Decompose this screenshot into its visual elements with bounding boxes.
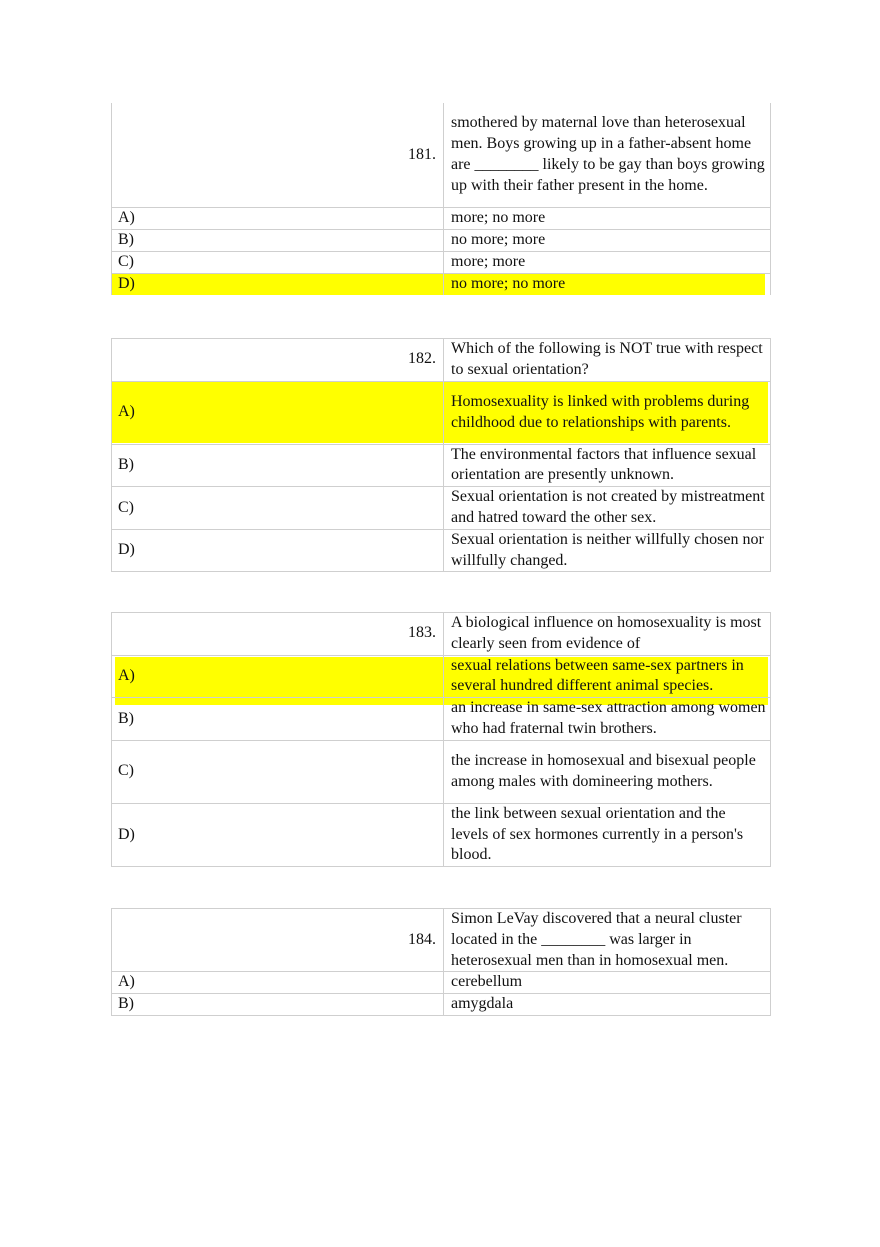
option-text: cerebellum <box>444 972 771 994</box>
question-stem: smothered by maternal love than heterosexual men. Boys growing up in a father-absent home are ________ likely to be gay than boys growing up with their father present in the home. <box>444 103 771 208</box>
option-row <box>112 740 771 803</box>
option-label: A) <box>112 655 444 698</box>
option-label: A) <box>112 208 444 230</box>
question-row <box>112 613 771 656</box>
question-number: 184. <box>112 909 444 972</box>
option-row-highlighted <box>112 381 771 444</box>
option-label: B) <box>112 230 444 252</box>
question-number: 181. <box>112 103 444 208</box>
option-row <box>112 230 771 252</box>
option-label: B) <box>112 994 444 1016</box>
option-row <box>112 972 771 994</box>
option-text: no more; more <box>444 230 771 252</box>
option-text: the link between sexual orientation and the levels of sex hormones currently in a person's blood. <box>444 803 771 866</box>
question-table-182 <box>111 338 771 572</box>
question-row <box>112 339 771 382</box>
question-row <box>112 103 771 208</box>
option-label: D) <box>112 529 444 572</box>
option-label: A) <box>112 381 444 444</box>
option-row <box>112 994 771 1016</box>
option-row <box>112 698 771 741</box>
option-text: no more; no more <box>444 274 771 296</box>
option-text: Homosexuality is linked with problems during childhood due to relationships with parents. <box>444 381 771 444</box>
option-row <box>112 487 771 530</box>
option-text: The environmental factors that influence sexual orientation are presently unknown. <box>444 444 771 487</box>
option-row <box>112 208 771 230</box>
option-row <box>112 252 771 274</box>
option-text: more; more <box>444 252 771 274</box>
option-label: D) <box>112 803 444 866</box>
option-text: sexual relations between same-sex partners in several hundred different animal species. <box>444 655 771 698</box>
question-stem: A biological influence on homosexuality is most clearly seen from evidence of <box>444 613 771 656</box>
question-table-183 <box>111 612 771 867</box>
question-number: 182. <box>112 339 444 382</box>
option-text: amygdala <box>444 994 771 1016</box>
question-stem: Which of the following is NOT true with respect to sexual orientation? <box>444 339 771 382</box>
option-label: D) <box>112 274 444 296</box>
option-row-highlighted <box>112 274 771 296</box>
question-table-184 <box>111 908 771 1016</box>
option-label: C) <box>112 740 444 803</box>
question-number: 183. <box>112 613 444 656</box>
option-label: C) <box>112 252 444 274</box>
option-text: Sexual orientation is neither willfully chosen nor willfully changed. <box>444 529 771 572</box>
option-row <box>112 444 771 487</box>
option-label: C) <box>112 487 444 530</box>
option-label: B) <box>112 698 444 741</box>
option-label: B) <box>112 444 444 487</box>
question-table-181 <box>111 103 771 295</box>
option-text: Sexual orientation is not created by mistreatment and hatred toward the other sex. <box>444 487 771 530</box>
question-row <box>112 909 771 972</box>
question-stem: Simon LeVay discovered that a neural cluster located in the ________ was larger in heterosexual men than in homosexual men. <box>444 909 771 972</box>
option-row-highlighted <box>112 655 771 698</box>
option-label: A) <box>112 972 444 994</box>
option-text: more; no more <box>444 208 771 230</box>
option-text: an increase in same-sex attraction among women who had fraternal twin brothers. <box>444 698 771 741</box>
option-row <box>112 803 771 866</box>
option-text: the increase in homosexual and bisexual people among males with domineering mothers. <box>444 740 771 803</box>
option-row <box>112 529 771 572</box>
